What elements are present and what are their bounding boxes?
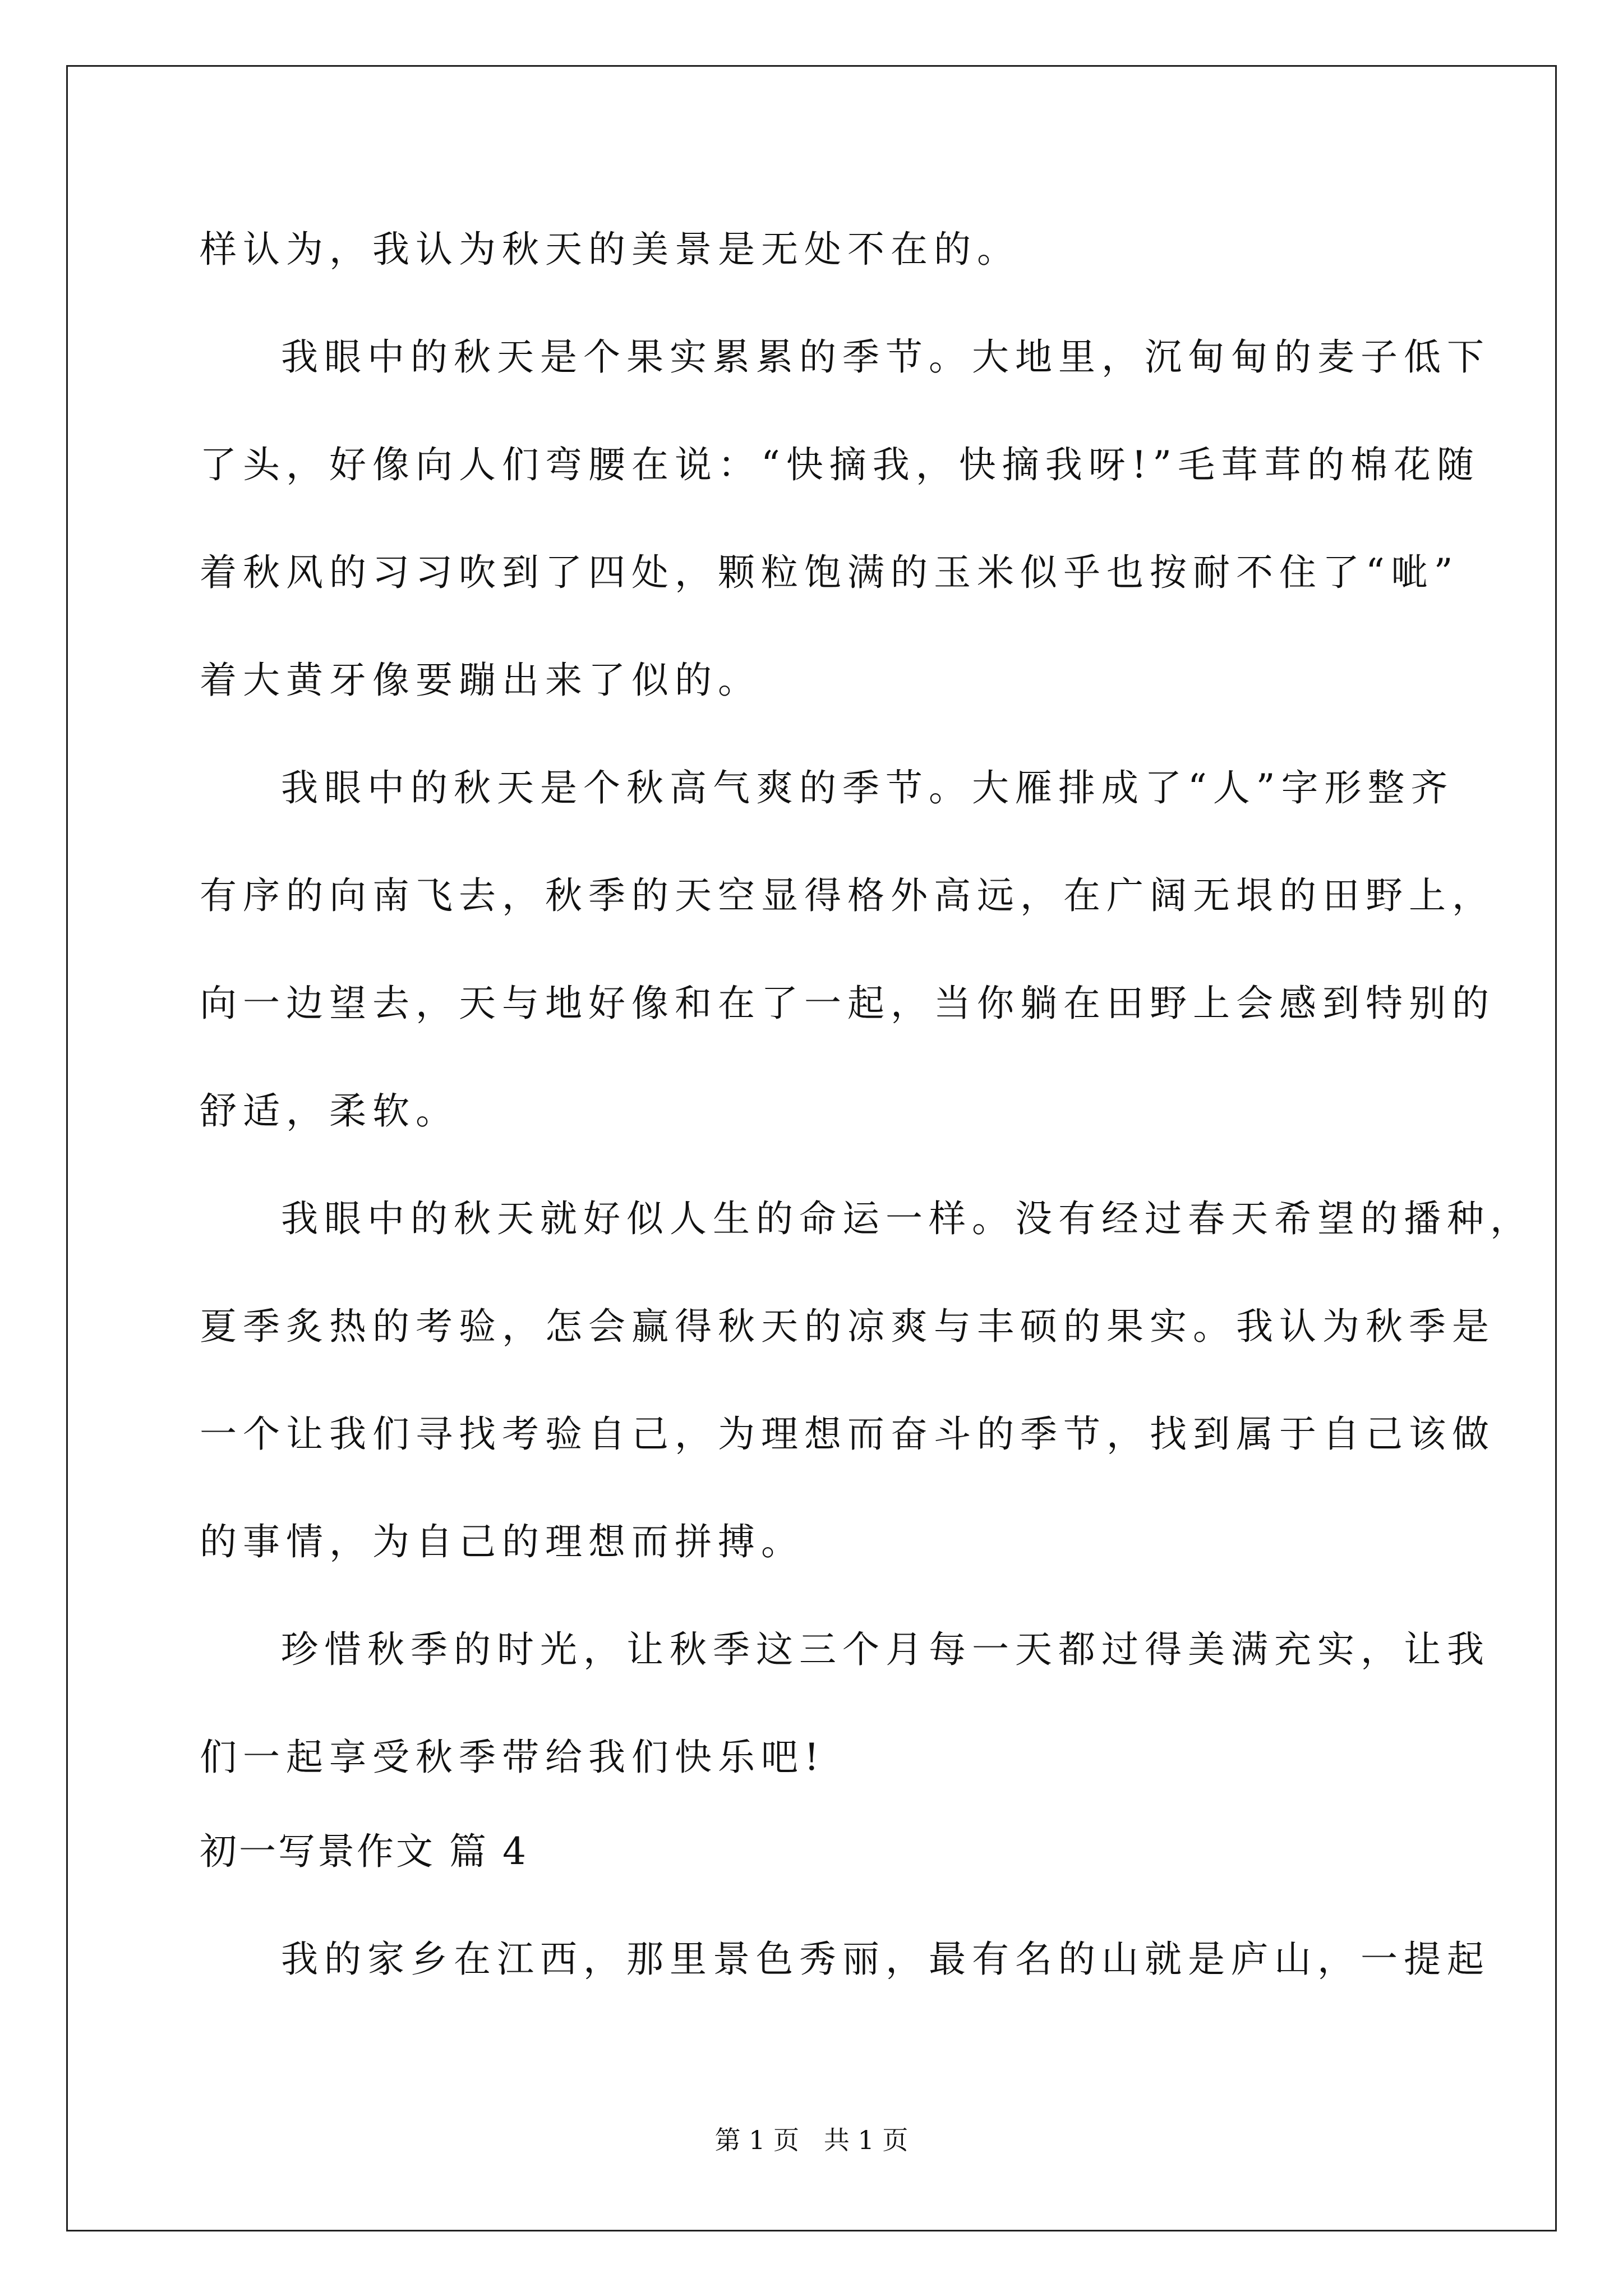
text-line: 夏季炙热的考验，怎会赢得秋天的凉爽与丰硕的果实。我认为秋季是 xyxy=(200,1305,1495,1348)
section-heading: 初一写景作文 篇 4 xyxy=(200,1830,528,1873)
text-line: 了头，好像向人们弯腰在说：“快摘我，快摘我呀!”毛茸茸的棉花随 xyxy=(200,443,1481,486)
text-line: 样认为，我认为秋天的美景是无处不在的。 xyxy=(200,228,1020,271)
text-line: 着秋风的习习吹到了四处，颗粒饱满的玉米似乎也按耐不住了“呲” xyxy=(200,551,1459,594)
text-line: 我的家乡在江西，那里景色秀丽，最有名的山就是庐山，一提起 xyxy=(281,1938,1490,1981)
text-line: 着大黄牙像要蹦出来了似的。 xyxy=(200,659,761,702)
text-line: 的事情，为自己的理想而拼搏。 xyxy=(200,1520,804,1563)
text-line: 我眼中的秋天是个果实累累的季节。大地里，沉甸甸的麦子低下 xyxy=(281,335,1490,379)
page-number: 第 1 页 共 1 页 xyxy=(714,2125,909,2155)
text-line: 有序的向南飞去，秋季的天空显得格外高远，在广阔无垠的田野上， xyxy=(200,874,1495,917)
page-frame xyxy=(66,65,1557,2231)
text-line: 舒适，柔软。 xyxy=(200,1089,459,1133)
text-line: 我眼中的秋天是个秋高气爽的季节。大雁排成了“人”字形整齐 xyxy=(281,766,1454,809)
text-line: 我眼中的秋天就好似人生的命运一样。没有经过春天希望的播种， xyxy=(281,1197,1533,1240)
text-line: 一个让我们寻找考验自己，为理想而奋斗的季节，找到属于自己该做 xyxy=(200,1412,1495,1456)
text-line: 珍惜秋季的时光，让秋季这三个月每一天都过得美满充实，让我 xyxy=(281,1628,1490,1671)
text-line: 们一起享受秋季带给我们快乐吧! xyxy=(200,1736,826,1779)
text-line: 向一边望去，天与地好像和在了一起，当你躺在田野上会感到特别的 xyxy=(200,982,1495,1025)
